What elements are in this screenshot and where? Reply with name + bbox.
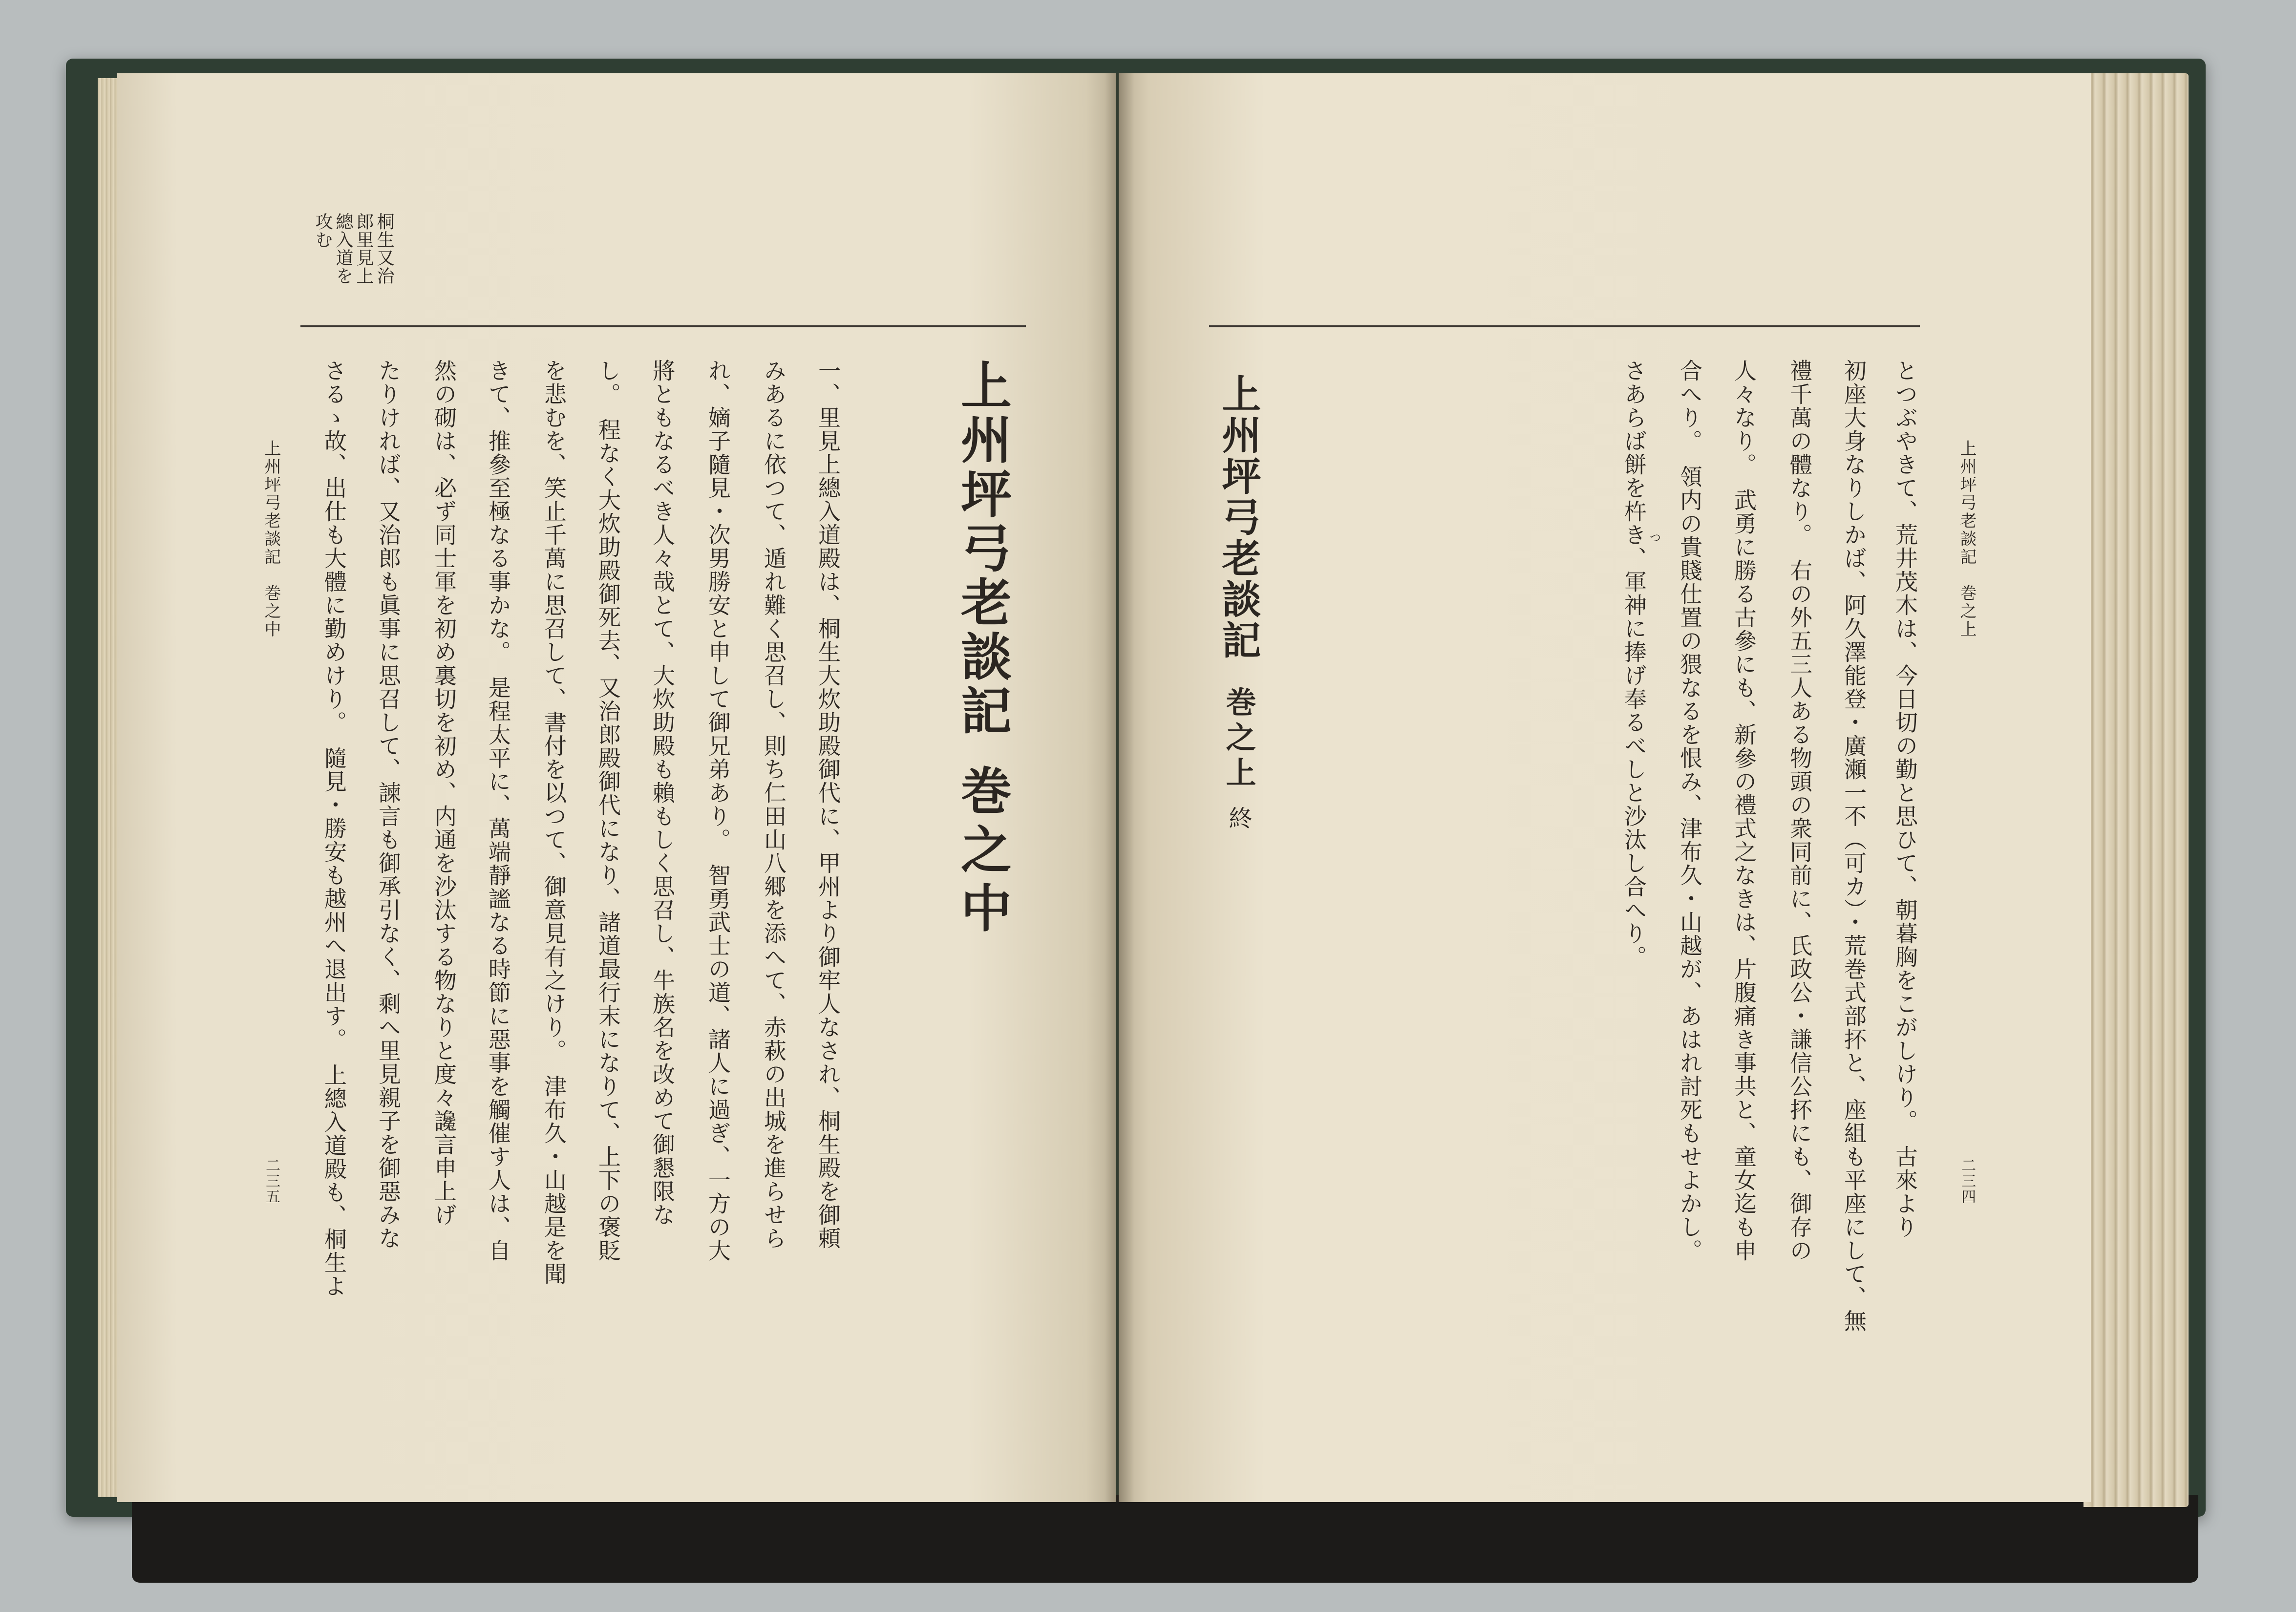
left-text-line-4: 將ともなるべき人々哉とて、大炊助殿も賴もしく思召し、牛族名を改めて御懇限な	[649, 359, 676, 1227]
right-header-rule	[1209, 325, 1920, 327]
left-running-header: 上州坪弓老談記 巻之中	[261, 440, 281, 638]
right-text-line-1: とつぶやきて、荒井茂木は、今日切の勤と思ひて、朝暮胸をこがしけり。 古來より	[1892, 359, 1918, 1239]
left-text-line-5: し。 程なく大炊助殿御死去、又治郎殿御代になり、諸道最行末になりて、上下の褒貶	[595, 359, 621, 1262]
left-volume-label: 巻之中	[952, 764, 1012, 940]
right-text-line-6: さあらば餅を杵き、軍神に捧げ奉るべしと沙汰し合へり。	[1621, 359, 1647, 969]
right-page	[1119, 73, 2091, 1502]
right-running-header: 上州坪弓老談記 巻之上	[1957, 440, 1977, 638]
left-margin-note-line-2: 郎里見上	[354, 212, 374, 285]
left-page-number: 二三五	[263, 1158, 280, 1205]
left-text-line-1: 一、里見上總入道殿は、桐生大炊助殿御代に、甲州より御牢人なされ、桐生殿を御頼	[815, 359, 841, 1250]
left-text-line-2: みあるに依つて、遁れ難く思召し、則ち仁田山八郷を添へて、赤萩の出城を進らせら	[761, 359, 787, 1250]
right-text-line-4: 人々なり。 武勇に勝る古參にも、新參の禮式之なきは、片腹痛き事共と、童女迄も申	[1731, 359, 1757, 1262]
left-text-line-9: たりければ、又治郎も眞事に思召して、諫言も御承引なく、剩へ里見親子を御惡みな	[375, 359, 402, 1250]
left-margin-note-line-1: 桐生又治	[374, 212, 394, 285]
left-text-line-10: さるゝ故、出仕も大體に勤めけり。 隨見・勝安も越州へ退出す。 上總入道殿も、桐生よ	[321, 359, 347, 1298]
right-text-line-5: 合へり。 領内の貴賤仕置の猥なるを恨み、津布久・山越が、あはれ討死もせよかし。	[1677, 359, 1703, 1262]
left-text-line-8: 然の砌は、必ず同士軍を初め裏切を初め、内通を沙汰する物なりと度々讒言申上げ	[431, 359, 457, 1227]
right-chapter-title: 上州坪弓老談記	[1215, 374, 1261, 661]
book-cover-bottom-edge	[132, 1495, 2198, 1583]
left-header-rule	[300, 325, 1026, 327]
right-text-line-3: 禮千萬の體なり。 右の外五三人ある物頭の衆同前に、氏政公・謙信公抔にも、御存の	[1786, 359, 1813, 1262]
left-text-line-6: を悲むを、笑止千萬に思召して、書付を以つて、御意見有之けり。 津布久・山越是を聞	[541, 359, 567, 1286]
right-ruby-annotation: つ	[1647, 531, 1661, 544]
left-text-line-7: きて、推參至極なる事かな。 是程太平に、萬端靜謐なる時節に惡事を觸催す人は、自	[485, 359, 511, 1262]
right-text-line-2: 初座大身なりしかば、阿久澤能登・廣瀬一不（可カ）・荒巻式部抔と、座組も平座にして、無	[1841, 359, 1867, 1333]
right-page-number: 二三四	[1958, 1158, 1976, 1205]
right-page-stack-edge	[2083, 73, 2189, 1507]
left-chapter-title: 上州坪弓老談記	[952, 359, 1012, 739]
right-end-mark: 終	[1225, 806, 1252, 830]
left-margin-note-line-3: 總入道を	[333, 212, 353, 285]
left-margin-note-line-4: 攻む	[313, 212, 333, 249]
spine-shadow	[1105, 73, 1134, 1502]
left-text-line-3: れ、嫡子隨見・次男勝安と申して御兄弟あり。 智勇武士の道、諸人に過ぎ、一方の大	[705, 359, 731, 1262]
right-volume-label: 巻之上	[1221, 686, 1256, 792]
